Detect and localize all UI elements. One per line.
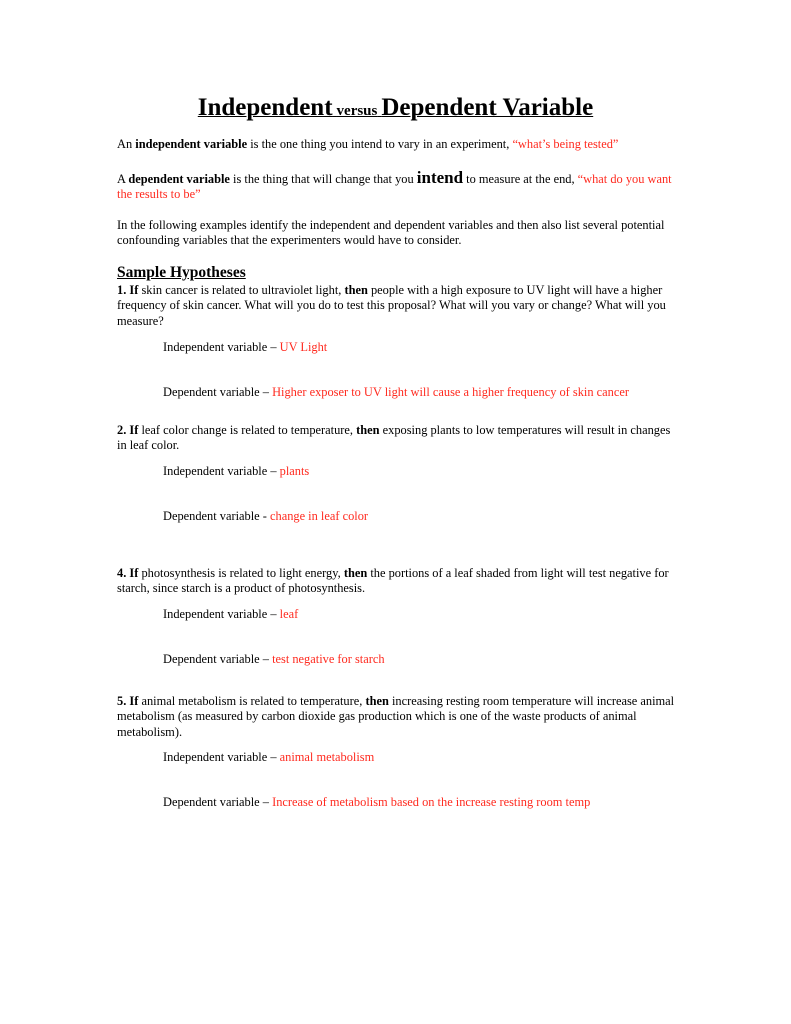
independent-variable-1: Independent variable – UV Light — [163, 340, 328, 354]
title-part-dependent: Dependent Variable — [381, 94, 594, 121]
page-title — [0, 94, 791, 122]
dependent-variable-1: Dependent variable – Higher exposer to UV light will cause a higher frequency of skin cancer — [163, 385, 629, 399]
hypothesis-2: 2. If leaf color change is related to temperature, then exposing plants to low temperatures will result in changes in leaf color. — [117, 423, 671, 453]
dependent-variable-4: Dependent variable – test negative for starch — [163, 652, 385, 666]
title-part-independent: Independent — [197, 94, 333, 121]
dependent-variable-5: Dependent variable – Increase of metabolism based on the increase resting room temp — [163, 795, 591, 809]
instructions: In the following examples identify the independent and dependent variables and then also list several potential confounding variables that the experimenters would have to consider. — [117, 218, 665, 248]
hypothesis-5: 5. If animal metabolism is related to temperature, then increasing resting room temperature will increase animal metabolism (as measured by carbon dioxide gas production which is one of the waste products of animal metabolism). — [117, 694, 675, 739]
section-heading: Sample Hypotheses — [117, 264, 246, 281]
independent-definition: An independent variable is the one thing you intend to vary in an experiment, “what’s being tested” — [117, 137, 619, 151]
hypothesis-4: 4. If photosynthesis is related to light energy, then the portions of a leaf shaded from light will test negative for starch, since starch is a product of photosynthesis. — [117, 566, 669, 596]
hypothesis-1: 1. If skin cancer is related to ultraviolet light, then people with a high exposure to UV light will have a higher frequency of skin cancer. What will you do to test this proposal? What will you vary or change? What will you measure? — [117, 283, 666, 328]
title-part-versus: versus — [336, 103, 378, 119]
dependent-variable-2: Dependent variable - change in leaf color — [163, 509, 369, 523]
independent-variable-2: Independent variable – plants — [163, 464, 310, 478]
independent-variable-5: Independent variable – animal metabolism — [163, 750, 375, 764]
dependent-definition: A dependent variable is the thing that will change that you intend to measure at the end, “what do you want the results to be” — [117, 168, 672, 202]
independent-variable-4: Independent variable – leaf — [163, 607, 299, 621]
